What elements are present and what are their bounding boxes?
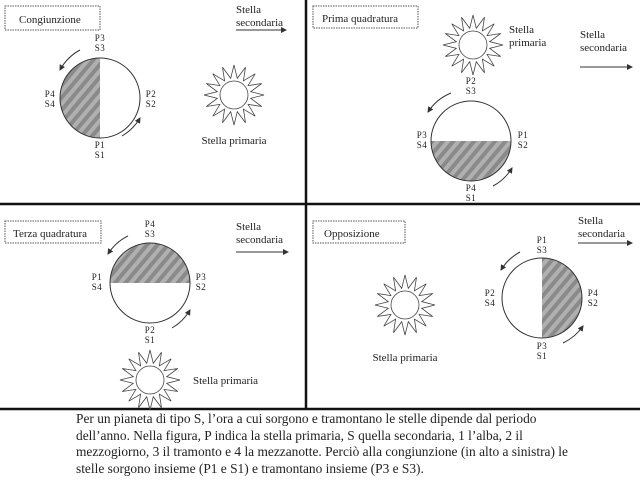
position-label: P2 xyxy=(484,288,496,298)
secondary-star-label: Stella xyxy=(578,215,604,227)
panel-opposizione xyxy=(313,215,632,364)
position-label: P3 xyxy=(195,272,207,282)
primary-star-label: Stella primaria xyxy=(193,375,259,387)
position-label: P4 xyxy=(587,288,599,298)
rotation-arrow-icon xyxy=(501,252,520,270)
secondary-star-label: secondaria xyxy=(236,17,284,29)
primary-star-icon xyxy=(204,65,264,125)
position-label: S4 xyxy=(484,298,496,308)
primary-star-label: Stella xyxy=(509,24,535,36)
secondary-star-label: Stella xyxy=(580,29,606,41)
position-label: P4 xyxy=(144,219,156,229)
position-label: S3 xyxy=(536,245,548,255)
position-label: S2 xyxy=(587,298,599,308)
sun-disc xyxy=(220,81,248,109)
primary-star-icon xyxy=(443,15,503,75)
position-label: P2 xyxy=(465,76,477,86)
primary-star-label: primaria xyxy=(509,37,547,49)
panel-title: Terza quadratura xyxy=(13,228,88,240)
position-label: S4 xyxy=(44,99,56,109)
secondary-star-label: secondaria xyxy=(580,42,628,54)
position-label: S1 xyxy=(536,351,548,361)
panel-terza-quadratura xyxy=(5,219,288,410)
position-label: S2 xyxy=(195,282,207,292)
secondary-star-label: Stella xyxy=(236,221,262,233)
position-label: S4 xyxy=(416,140,428,150)
primary-star-icon xyxy=(375,275,435,335)
secondary-star-label: secondaria xyxy=(236,234,284,246)
sun-disc xyxy=(391,291,419,319)
position-label: P1 xyxy=(91,272,103,282)
panel-title: Opposizione xyxy=(324,228,380,240)
primary-star-label: Stella primaria xyxy=(201,135,267,147)
sun-disc xyxy=(459,31,487,59)
rotation-arrow-icon xyxy=(172,310,190,328)
secondary-star-label: Stella xyxy=(236,4,262,16)
position-label: P3 xyxy=(94,33,106,43)
position-label: S4 xyxy=(91,282,103,292)
planet-night-half xyxy=(110,243,190,283)
position-label: S1 xyxy=(144,335,156,345)
position-label: P1 xyxy=(517,130,529,140)
position-label: P4 xyxy=(44,89,56,99)
panel-title: Prima quadratura xyxy=(322,13,399,25)
position-label: S2 xyxy=(145,99,157,109)
position-label: P3 xyxy=(536,341,548,351)
position-label: S1 xyxy=(94,150,106,160)
position-label: P1 xyxy=(536,235,548,245)
primary-star-icon xyxy=(120,350,180,410)
position-label: S3 xyxy=(94,43,106,53)
position-label: S1 xyxy=(465,193,477,203)
position-label: P2 xyxy=(144,325,156,335)
planet-night-half xyxy=(542,258,582,338)
position-label: P2 xyxy=(145,89,157,99)
position-label: P4 xyxy=(465,183,477,193)
planet-night-half xyxy=(60,58,100,138)
rotation-arrow-icon xyxy=(122,118,140,136)
sun-disc xyxy=(136,366,164,394)
secondary-star-label: secondaria xyxy=(578,228,626,240)
planet-night-half xyxy=(431,141,511,181)
primary-star-label: Stella primaria xyxy=(372,352,438,364)
position-label: P3 xyxy=(416,130,428,140)
position-label: S2 xyxy=(517,140,529,150)
position-label: P1 xyxy=(94,140,106,150)
panel-congiunzione xyxy=(5,4,286,160)
position-label: S3 xyxy=(465,86,477,96)
position-label: S3 xyxy=(144,229,156,239)
panel-prima-quadratura xyxy=(313,6,632,203)
figure-caption: Per un pianeta di tipo S, l’ora a cui sorgono e tramontano le stelle dipende dal periodo dell’anno. Nella figura, P indica la stella primaria, S quella secondaria, 1 l’alba, 2 il mezzogiorno, 3 il tramonto e 4 la mezzanotte. Perciò alla congiunzione (in alto a sinistra) le stelle sorgono insieme (P1 e S1) e tramontano insieme (P3 e S3). xyxy=(76,411,568,476)
panel-title: Congiunzione xyxy=(19,14,81,26)
